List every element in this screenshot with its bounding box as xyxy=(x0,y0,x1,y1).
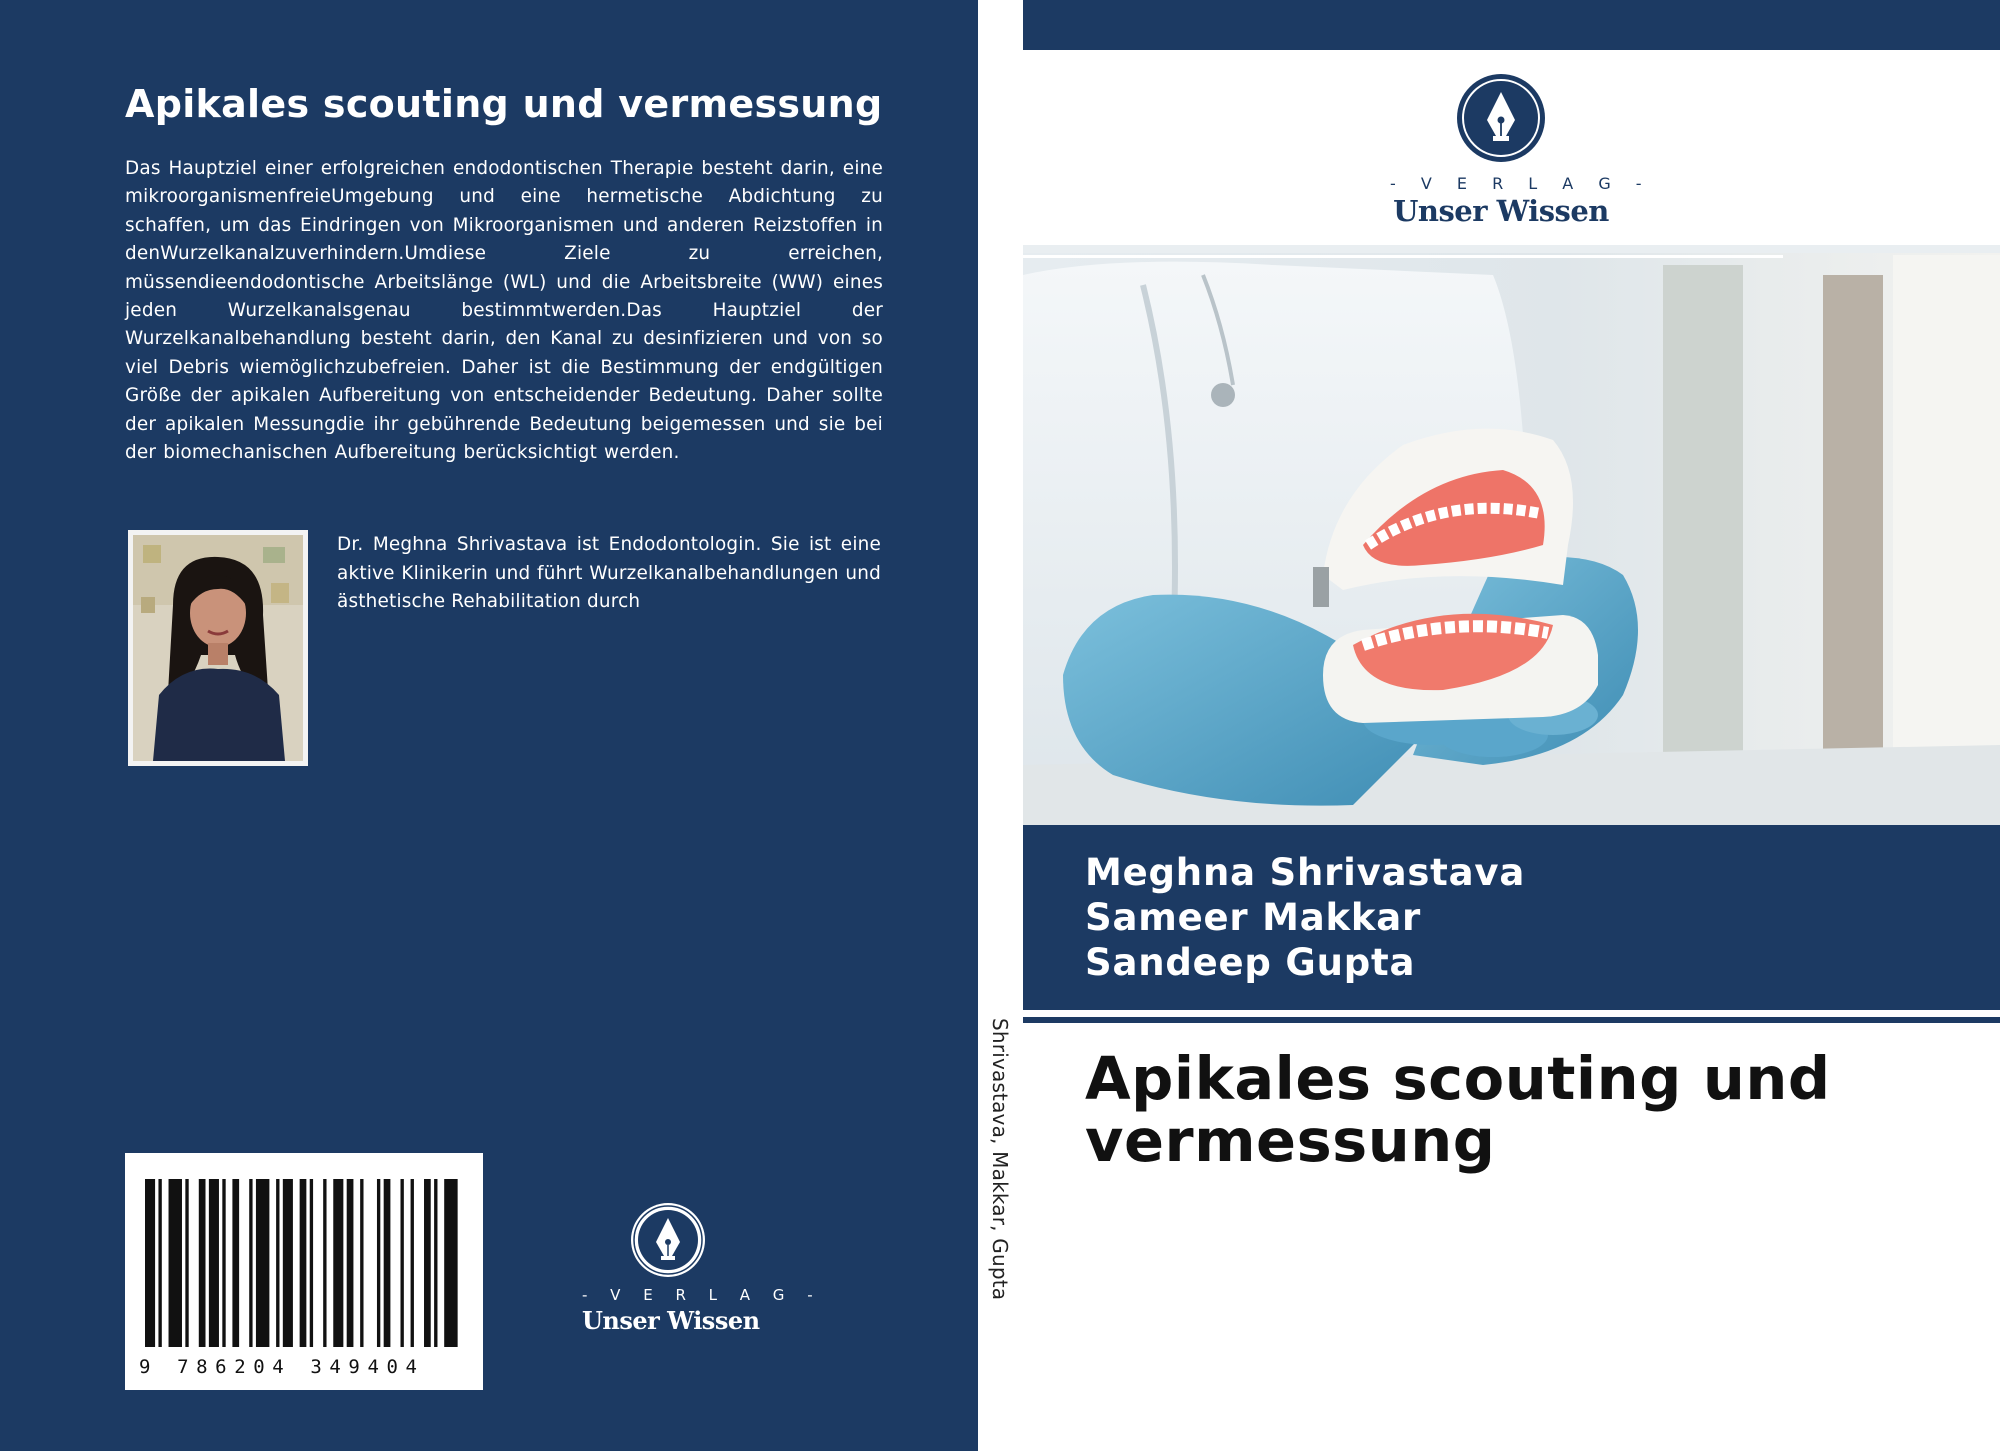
barcode-bar xyxy=(323,1179,326,1347)
back-cover-blurb: Das Hauptziel einer erfolgreichen endodontischen Therapie besteht darin, eine mikroorganismenfreieUmgebung und eine hermetische Abdichtung zu schaffen, um das Eindringen von Mikroorganismen und anderen Reizstoffen in denWurzelkanalzuverhindern.Umdiese Ziele zu erreichen, müssendieendodontische Arbeitslänge (WL) und die Arbeitsbreite (WW) eines jeden Wurzelkanalsgenau bestimmtwerden.Das Hauptziel der Wurzelkanalbehandlung besteht darin, den Kanal zu desinfizieren und von so viel Debris wiemöglichzubefreien. Daher ist die Bestimmung der endgültigen Größe der apikalen Aufbereitung von entscheidender Bedeutung. Daher sollte der apikalen Messungdie ihr gebührende Bedeutung beigemessen und sie bei der biomechanischen Aufbereitung berücksichtigt werden. xyxy=(125,158,883,464)
author-name-1: Meghna Shrivastava xyxy=(1085,851,1526,894)
front-cover-title: Apikales scouting und vermessung xyxy=(1085,1044,1831,1175)
barcode-bar xyxy=(145,1179,155,1347)
isbn-digits: 9 786204 349404 xyxy=(139,1356,425,1378)
back-cover xyxy=(0,0,978,1451)
isbn-barcode xyxy=(125,1153,483,1390)
barcode-bar xyxy=(300,1179,307,1347)
barcode-bar xyxy=(347,1179,354,1347)
barcode-bar xyxy=(249,1179,252,1347)
publisher-logo-back xyxy=(582,1200,822,1335)
barcode-bar xyxy=(199,1179,206,1347)
pen-nib-icon xyxy=(1455,72,1547,164)
barcode-bar xyxy=(400,1179,403,1347)
title-rule xyxy=(1023,1017,2000,1023)
barcode-bars xyxy=(145,1179,461,1347)
barcode-bar xyxy=(158,1179,161,1347)
author-bio: Dr. Meghna Shrivastava ist Endodontologin. Sie ist eine aktive Klinikerin und führt Wurzelkanalbehandlungen und ästhetische Rehabilitation durch xyxy=(337,534,881,613)
barcode-bar xyxy=(222,1179,225,1347)
barcode-bar xyxy=(185,1179,188,1347)
spine-authors: Shrivastava, Makkar, Gupta xyxy=(988,1018,1012,1301)
publisher-verlag-label: - V E R L A G - xyxy=(1390,174,1652,193)
publisher-name: Unser Wissen xyxy=(1393,194,1609,228)
publisher-logo-front xyxy=(1390,72,1652,228)
barcode-bar xyxy=(360,1179,363,1347)
author-photo xyxy=(128,530,308,766)
publisher-verlag-label: - V E R L A G - xyxy=(582,1286,822,1304)
back-cover-title: Apikales scouting und vermessung xyxy=(125,82,883,126)
front-top-band xyxy=(1023,0,2000,50)
barcode-bar xyxy=(333,1179,343,1347)
barcode-bar xyxy=(377,1179,380,1347)
barcode-bar xyxy=(256,1179,269,1347)
author-name-2: Sameer Makkar xyxy=(1085,896,1422,939)
barcode-bar xyxy=(310,1179,313,1347)
barcode-bar xyxy=(276,1179,279,1347)
author-name-3: Sandeep Gupta xyxy=(1085,941,1416,984)
publisher-name: Unser Wissen xyxy=(582,1306,760,1335)
barcode-bar xyxy=(411,1179,414,1347)
cover-photo-dental-model xyxy=(1023,245,2000,825)
barcode-bar xyxy=(169,1179,182,1347)
barcode-bar xyxy=(444,1179,457,1347)
author-band xyxy=(1023,825,2000,1010)
barcode-bar xyxy=(232,1179,239,1347)
barcode-bar xyxy=(283,1179,293,1347)
barcode-bar xyxy=(209,1179,219,1347)
pen-nib-icon xyxy=(628,1200,708,1280)
barcode-bar xyxy=(434,1179,437,1347)
barcode-bar xyxy=(424,1179,431,1347)
barcode-bar xyxy=(384,1179,391,1347)
